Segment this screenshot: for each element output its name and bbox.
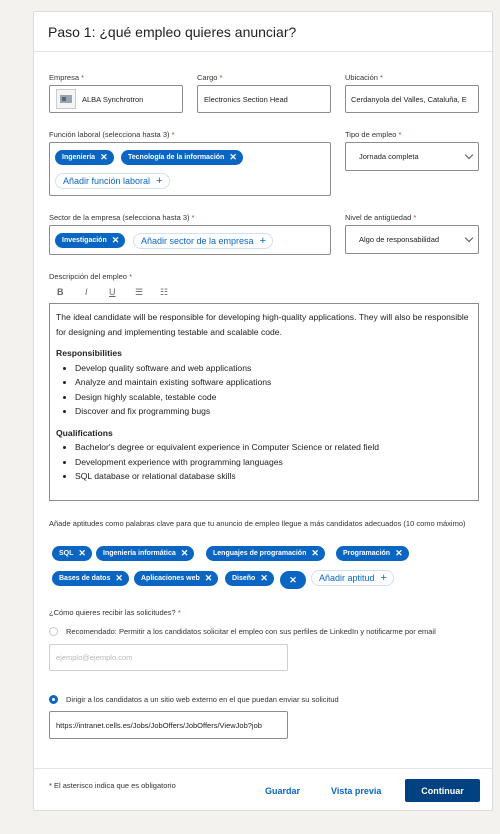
skill-chip[interactable]: Aplicaciones web ✕ <box>134 571 218 586</box>
bullet-list-button[interactable]: ☰ <box>135 287 144 297</box>
remove-icon[interactable]: ✕ <box>115 573 123 583</box>
card-header <box>34 12 492 52</box>
position-label: Cargo * <box>197 73 223 82</box>
save-button[interactable]: Guardar <box>265 786 301 796</box>
required-note: * El asterisco indica que es obligatorio <box>49 781 176 790</box>
email-field[interactable]: ejemplo@ejemplo.com <box>49 644 288 671</box>
continue-button[interactable]: Continuar <box>405 779 480 802</box>
page-title: Paso 1: ¿qué empleo quieres anunciar? <box>48 24 297 40</box>
remove-icon[interactable]: ✕ <box>395 548 403 558</box>
remove-icon[interactable]: ✕ <box>100 152 108 162</box>
bold-button[interactable]: B <box>57 287 64 297</box>
remove-icon[interactable]: ✕ <box>311 548 319 558</box>
external-url-field[interactable]: https://intranet.cells.es/Jobs/JobOffers/JobOffers/ViewJob?job <box>49 711 288 739</box>
description-editor[interactable] <box>49 303 479 501</box>
skill-chip[interactable]: Bases de datos ✕ <box>52 571 129 586</box>
radio-external-site[interactable] <box>49 695 58 704</box>
qualifications-list <box>56 440 472 484</box>
underline-button[interactable]: U <box>109 287 116 297</box>
company-field[interactable]: ALBA Synchrotron <box>49 85 183 113</box>
position-field[interactable]: Electronics Section Head <box>197 85 331 113</box>
italic-button[interactable]: I <box>85 287 88 297</box>
list-item: • Analyze and maintain existing software applications <box>75 375 472 390</box>
skill-chip[interactable]: SQL ✕ <box>52 546 92 561</box>
company-label: Empresa * <box>49 73 85 82</box>
list-item: • Discover and fix programming bugs <box>75 404 472 419</box>
option-linkedin-apply: Recomendado: Permitir a los candidatos solicitar el empleo con sus perfiles de LinkedIn y notificarme por email <box>66 627 436 636</box>
job-function-chip[interactable]: Ingeniería ✕ <box>55 150 114 165</box>
remove-icon[interactable]: ✕ <box>204 573 213 583</box>
remove-icon[interactable]: ✕ <box>180 548 189 558</box>
preview-button[interactable]: Vista previa <box>331 786 382 796</box>
responsibilities-heading: Responsibilities <box>56 348 122 358</box>
location-label: Ubicación * <box>345 73 383 82</box>
seniority-label: Nivel de antigüedad * <box>345 213 417 222</box>
job-function-chip[interactable]: Tecnología de la información ✕ <box>121 150 243 165</box>
description-label: Descripción del empleo * <box>49 272 132 281</box>
qualifications-heading: Qualifications <box>56 427 113 438</box>
plus-icon: + <box>156 175 163 187</box>
radio-linkedin-apply[interactable] <box>49 627 58 636</box>
add-skill-button[interactable]: Añadir aptitud + <box>311 570 394 586</box>
company-logo <box>56 89 76 109</box>
option-external-site: Dirigir a los candidatos a un sitio web externo en el que puedan enviar su solicitud <box>66 695 339 704</box>
add-industry-button[interactable]: Añadir sector de la empresa + <box>133 233 273 249</box>
responsibilities-list <box>56 361 472 419</box>
chevron-down-icon <box>465 151 473 159</box>
description-intro: The ideal candidate will be responsible for developing high-quality applications. They will also be responsible for designing and implementing testable and scalable code. <box>56 312 469 337</box>
numbered-list-button[interactable]: ☷ <box>160 287 169 297</box>
industry-chip[interactable]: Investigación ✕ <box>55 233 125 248</box>
plus-icon: + <box>380 572 387 584</box>
chevron-down-icon <box>465 234 473 242</box>
remove-icon[interactable]: ✕ <box>78 548 86 558</box>
remove-icon[interactable]: ✕ <box>289 574 297 585</box>
skill-chip[interactable]: Ingeniería informática ✕ <box>96 546 194 561</box>
industry-label: Sector de la empresa (selecciona hasta 3) * <box>49 213 195 222</box>
skills-label: Añade aptitudes como palabras clave para que tu anuncio de empleo llegue a más candidatos adecuados (10 como máximo) <box>49 519 466 528</box>
job-function-label: Función laboral (selecciona hasta 3) * <box>49 130 175 139</box>
employment-type-select[interactable]: Jornada completa <box>345 142 479 171</box>
list-item: • Design highly scalable, testable code <box>75 390 472 405</box>
skill-chip[interactable]: Programación ✕ <box>336 546 409 561</box>
list-item: • Development experience with programming languages <box>75 455 472 470</box>
skill-chip[interactable]: Lenguajes de programación ✕ <box>206 546 325 561</box>
footer-divider <box>34 768 492 769</box>
location-field[interactable]: Cerdanyola del Valles, Cataluña, E <box>345 85 479 113</box>
seniority-select[interactable]: Algo de responsabilidad <box>345 225 479 254</box>
list-item: • Bachelor's degree or equivalent experience in Computer Science or related field <box>75 440 472 455</box>
plus-icon: + <box>259 235 266 247</box>
list-item: • Develop quality software and web applications <box>75 361 472 376</box>
job-post-card <box>33 11 493 811</box>
remove-icon[interactable]: ✕ <box>229 152 237 162</box>
remove-icon[interactable]: ✕ <box>260 573 268 583</box>
skill-chip[interactable]: Diseño ✕ <box>225 571 274 586</box>
skill-chip-empty[interactable] <box>280 571 306 589</box>
applications-label: ¿Cómo quieres recibir las solicitudes? * <box>49 608 181 617</box>
list-item: • SQL database or relational database skills <box>75 469 472 484</box>
add-job-function-button[interactable]: Añadir función laboral + <box>55 173 170 189</box>
employment-type-label: Tipo de empleo * <box>345 130 402 139</box>
remove-icon[interactable]: ✕ <box>111 235 120 245</box>
